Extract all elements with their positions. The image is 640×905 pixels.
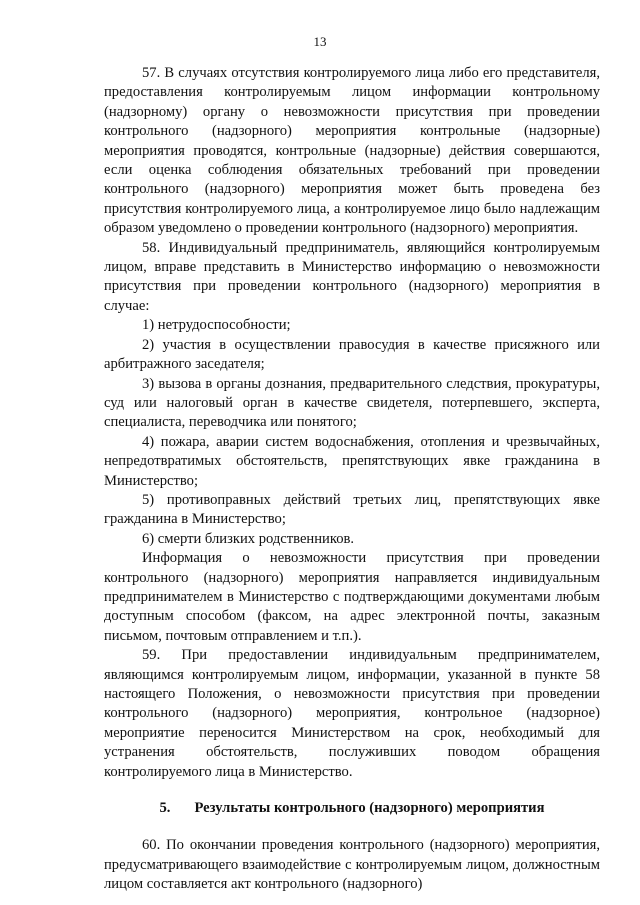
list-item-2: 2) участия в осуществлении правосудия в качестве присяжного или арбитражного заседателя; — [104, 336, 600, 373]
section-title: Результаты контрольного (надзорного) мероприятия — [194, 800, 545, 817]
list-item-6: 6) смерти близких родственников. — [142, 530, 355, 547]
paragraph-59: 59. При предоставлении индивидуальным предпринимателем, являющимся контролируемым лицом, информации, указанной в пункте 58 настоящего Положения, о невозможности присутствия при проведении контрольного (надзорного) мероприятия, контрольное (надзорное) мероприятие переносится Министерством на срок, необходимый для устранения обстоятельств, послуживших поводом обращения контролируемого лица в Министерство. — [104, 647, 600, 780]
list-item-4: 4) пожара, аварии систем водоснабжения, отопления и чрезвычайных, непредотвратимых обстоятельств, препятствующих явке гражданина в Министерство; — [104, 433, 600, 489]
list-item-3: 3) вызова в органы дознания, предварительного следствия, прокуратуры, суд или налоговый орган в качестве свидетеля, потерпевшего, эксперта, специалиста, переводчика или понятого; — [104, 375, 600, 431]
page-number: 13 — [313, 34, 327, 49]
list-item-1: 1) нетрудоспособности; — [142, 317, 291, 334]
section-number: 5. — [159, 800, 171, 817]
section-heading — [104, 799, 600, 818]
document-body — [104, 64, 600, 895]
paragraph-60: 60. По окончании проведения контрольного (надзорного) мероприятия, предусматривающего взаимодействие с контролируемым лицом, должностным лицом составляется акт контрольного (надзорного) — [104, 837, 600, 893]
paragraph-57: 57. В случаях отсутствия контролируемого лица либо его представителя, предоставления контролируемым лицом информации контрольному (надзорному) органу о невозможности присутствия при проведении контрольного (надзорного) мероприятия контрольные (надзорные) мероприятия проводятся, контрольные (надзорные) действия совершаются, если оценка соблюдения обязательных требований при проведении контрольного (надзорного) мероприятия может быть проведена без присутствия контролируемого лица, а контролируемое лицо было надлежащим образом уведомлено о проведении контрольного (надзорного) мероприятия. — [104, 65, 600, 237]
paragraph-58: 58. Индивидуальный предприниматель, являющийся контролируемым лицом, вправе представить в Министерство информацию о невозможности присутствия при проведении контрольного (надзорного) мероприятия в случае: — [104, 239, 600, 314]
paragraph-information: Информация о невозможности присутствия при проведении контрольного (надзорного) мероприятия направляется индивидуальным предпринимателем в Министерство с подтверждающими документами любым доступным способом (факсом, на адрес электронной почты, заказным письмом, почтовым отправлением и т.п.). — [104, 550, 600, 644]
list-item-5: 5) противоправных действий третьих лиц, препятствующих явке гражданина в Министерство; — [104, 491, 600, 528]
